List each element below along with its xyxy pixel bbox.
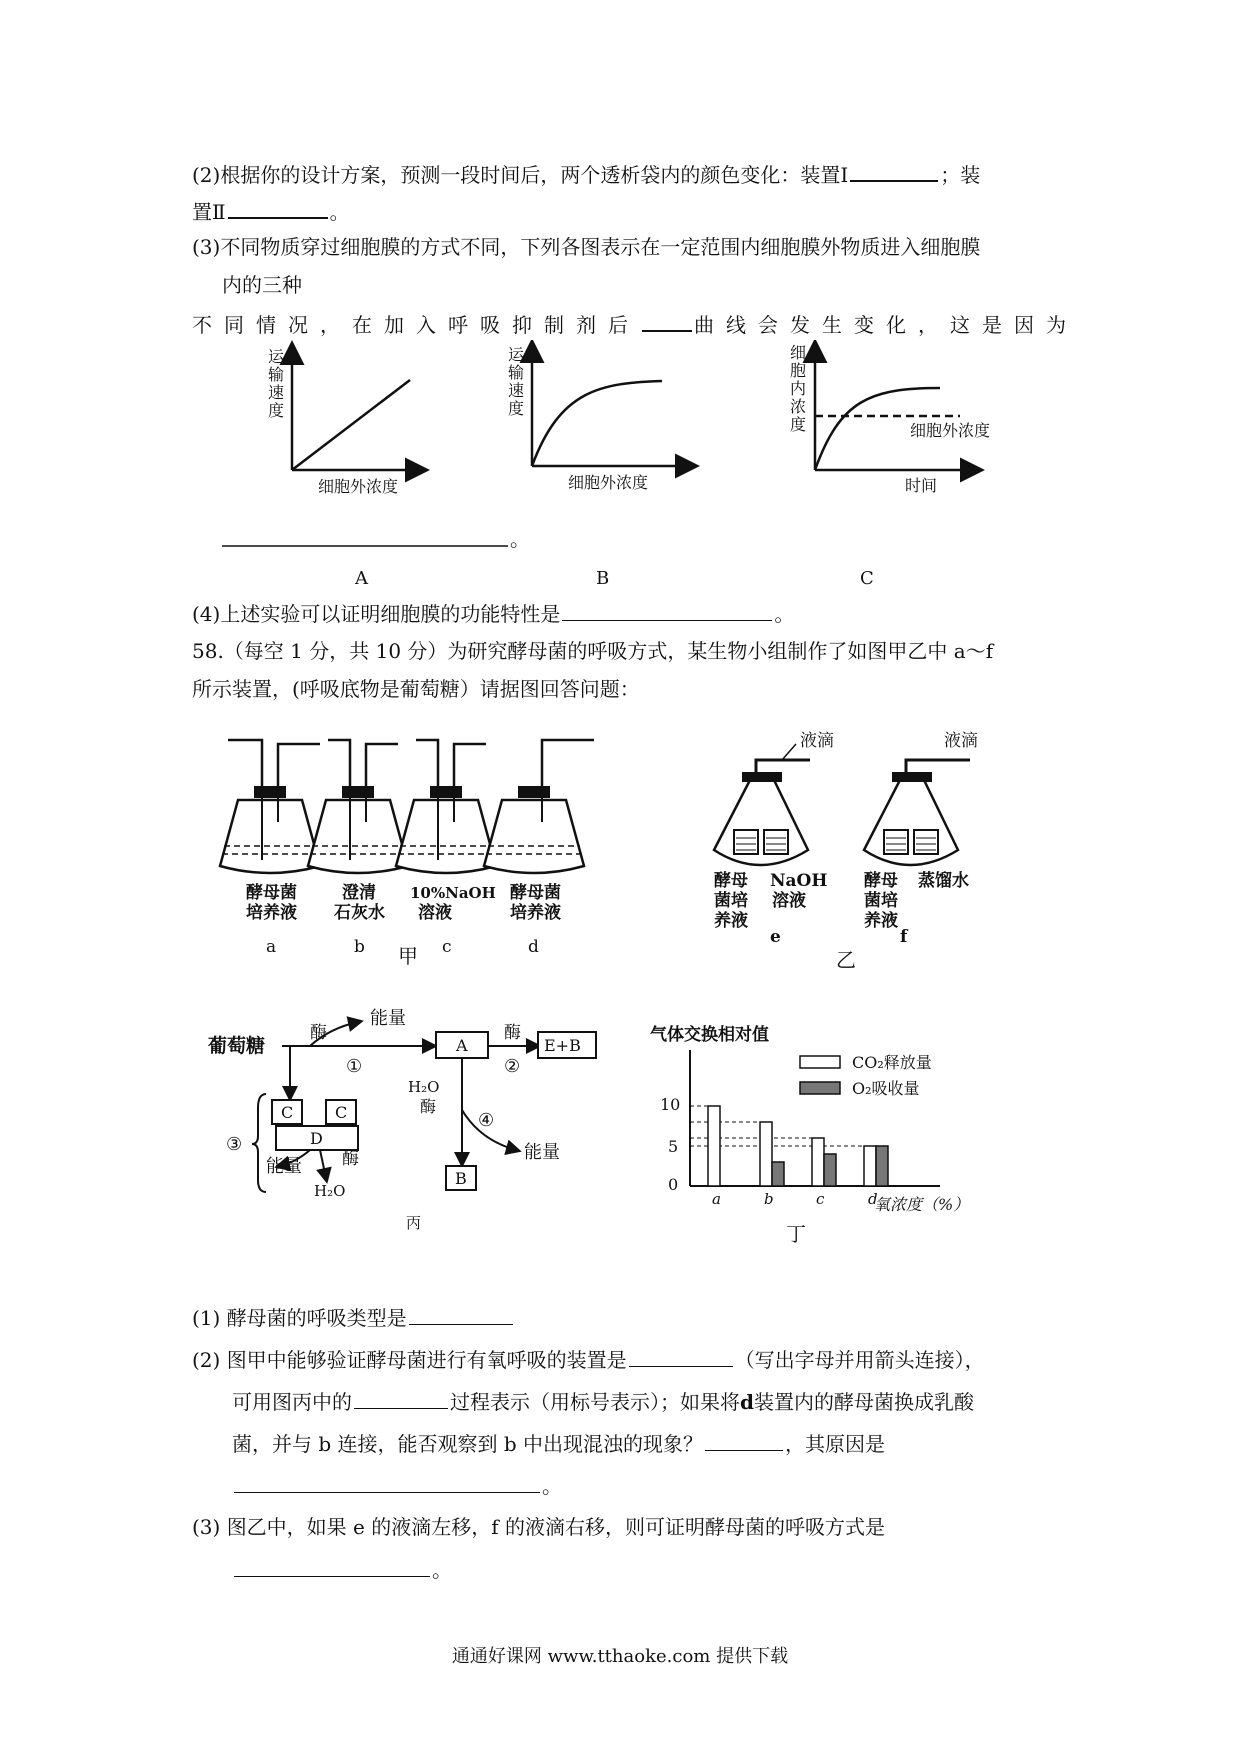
glucose-label: 葡萄糖: [208, 1035, 266, 1057]
answer-blank-aerobic-device[interactable]: [629, 1346, 733, 1367]
legend-o2-swatch: [800, 1082, 840, 1094]
flask-f-letter: f: [900, 927, 908, 947]
ding-ytick-0: 0: [668, 1175, 679, 1194]
ding-bar-d-co2: [864, 1146, 876, 1186]
flask-c: [396, 740, 496, 873]
answer-blank-curve[interactable]: [642, 310, 692, 332]
box-c-1-label: C: [281, 1103, 294, 1122]
step-3-label: ③: [226, 1134, 243, 1155]
step-4-label: ④: [478, 1110, 495, 1131]
flask-e-left-1: 酵母: [714, 871, 748, 891]
q57-part4: (4)上述实验可以证明细胞膜的功能特性是 。: [192, 602, 795, 626]
graph-c-ylabel-2: 胞: [790, 361, 807, 380]
energy-label-2: 能量: [524, 1142, 560, 1163]
graph-b-caption: B: [596, 568, 610, 589]
flask-c-label-1: 10%NaOH: [410, 884, 496, 902]
graph-a-ylabel-1: 运: [268, 347, 285, 366]
flask-d: [484, 740, 594, 873]
legend-o2-label: O₂吸收量: [852, 1079, 920, 1098]
q57-part3-line3: 不同情况，在加入呼吸抑制剂后 曲线会发生变化，这是因为: [192, 310, 1078, 338]
q57-part2-line1: (2)根据你的设计方案，预测一段时间后，两个透析袋内的颜色变化：装置Ⅰ ；装: [192, 160, 980, 188]
flask-e-letter: e: [770, 927, 781, 947]
q58-intro-line2: 所示装置，(呼吸底物是葡萄糖）请据图回答问题：: [192, 677, 640, 701]
flask-b: [308, 740, 408, 873]
flask-c-letter: c: [442, 937, 452, 957]
answer-blank-membrane-property[interactable]: [562, 600, 772, 621]
figure-jia: [210, 730, 650, 970]
graph-a-ylabel-4: 度: [268, 401, 285, 420]
answer-blank-turbid[interactable]: [705, 1430, 783, 1451]
ding-bars: [690, 1106, 888, 1208]
flask-e-right-1: NaOH: [770, 871, 828, 891]
ding-category-label: b: [764, 1190, 774, 1208]
graph-c-dashed-label: 细胞外浓度: [910, 421, 991, 440]
enzyme-label-4: 酶: [342, 1149, 359, 1169]
figure-yi: [700, 730, 1000, 960]
q58-part2-line4: 。: [232, 1472, 562, 1499]
flask-d-label-2: 培养液: [510, 903, 561, 923]
box-a-label: A: [456, 1036, 468, 1055]
energy-label-1: 能量: [370, 1008, 406, 1029]
enzyme-label-1: 酶: [310, 1023, 327, 1043]
box-d-label: D: [310, 1129, 323, 1148]
graph-c-ylabel-3: 内: [790, 379, 807, 398]
flask-f-left-3: 养液: [864, 911, 898, 931]
answer-blank-lactic-reason[interactable]: [234, 1472, 540, 1493]
flask-d-letter: d: [528, 937, 539, 957]
ding-bar-b-o2: [772, 1162, 784, 1186]
flask-d-label-1: 酵母菌: [510, 883, 561, 903]
flask-a-letter: a: [266, 937, 277, 957]
graph-c-caption: C: [860, 568, 874, 589]
flask-f-left-2: 菌培: [864, 891, 898, 911]
graph-c-ylabel-1: 细: [790, 343, 807, 362]
graph-b-xlabel: 细胞外浓度: [568, 473, 649, 492]
enzyme-label-3: 酶: [420, 1097, 437, 1116]
graph-b-ylabel-4: 度: [508, 399, 525, 418]
energy-label-3: 能量: [266, 1156, 302, 1177]
ding-category-label: c: [816, 1190, 825, 1208]
h2o-label-2: H₂O: [314, 1182, 346, 1200]
droplet-label-e: 液滴: [800, 731, 834, 751]
ding-bar-d-o2: [876, 1146, 888, 1186]
q58-intro-line1: 58.（每空 1 分，共 10 分）为研究酵母菌的呼吸方式，某生物小组制作了如图甲乙中 a～f: [192, 639, 994, 663]
flask-f: [864, 760, 970, 865]
reason-period: 。: [510, 527, 530, 551]
flask-a-label-2: 培养液: [246, 903, 297, 923]
h2o-label-1: H₂O: [408, 1078, 440, 1096]
ding-bar-a-co2: [708, 1106, 720, 1186]
figure-bing-caption: 丙: [406, 1214, 422, 1230]
figure-ding-chart: [640, 1020, 1060, 1240]
flask-c-label-2: 溶液: [418, 903, 452, 923]
graph-b: [508, 345, 690, 492]
flask-e-left-2: 菌培: [714, 891, 748, 911]
graph-a-ylabel-2: 输: [268, 365, 285, 384]
q58-part2-line3: 菌，并与 b 连接，能否观察到 b 中出现混浊的现象？ ，其原因是: [232, 1432, 886, 1456]
q57-part3-line1: (3)不同物质穿过细胞膜的方式不同，下列各图表示在一定范围内细胞膜外物质进入细胞膜: [192, 235, 981, 259]
graph-c-ylabel-4: 浓: [790, 397, 807, 416]
flask-f-right-1: 蒸馏水: [918, 871, 969, 891]
flask-b-label-1: 澄清: [342, 883, 376, 903]
q58-part3-line1: (3) 图乙中，如果 e 的液滴左移，f 的液滴右移，则可证明酵母菌的呼吸方式是: [192, 1515, 885, 1539]
transport-graphs: [0, 340, 1240, 640]
figure-jia-caption: 甲: [398, 944, 418, 968]
ding-xlabel: 氧浓度（%）: [874, 1195, 970, 1214]
ding-category-label: a: [712, 1190, 721, 1208]
flask-e: [714, 744, 810, 865]
step-1-label: ①: [346, 1056, 363, 1077]
graph-b-curve: [532, 381, 662, 466]
legend-co2-swatch: [800, 1056, 840, 1068]
graph-a-line: [292, 380, 410, 470]
ding-bar-c-co2: [812, 1138, 824, 1186]
box-eb-label: E+B: [544, 1036, 581, 1055]
page-footer: 通通好课网 www.tthaoke.com 提供下载: [451, 1646, 789, 1667]
q57-part3-line2: 内的三种: [222, 273, 302, 297]
ding-bar-c-o2: [824, 1154, 836, 1186]
box-b-label: B: [455, 1169, 467, 1188]
answer-blank-respiration-mode[interactable]: [234, 1556, 430, 1577]
graph-c-xlabel: 时间: [905, 476, 938, 495]
flask-a-label-1: 酵母菌: [246, 883, 297, 903]
answer-blank-respiration-type[interactable]: [409, 1304, 513, 1325]
figure-bing: [200, 1000, 620, 1230]
ding-bar-b-co2: [760, 1122, 772, 1186]
figure-yi-caption: 乙: [836, 948, 856, 972]
legend-co2-label: CO₂释放量: [852, 1053, 932, 1072]
flask-f-left-1: 酵母: [864, 871, 898, 891]
ding-ytick-5: 5: [668, 1137, 679, 1156]
graph-c: [790, 343, 990, 495]
answer-blank-device-2[interactable]: [228, 197, 328, 219]
graph-a: [268, 347, 420, 496]
graph-b-ylabel-3: 速: [508, 381, 525, 400]
box-c-2-label: C: [335, 1103, 348, 1122]
ding-ylabel: 气体交换相对值: [650, 1025, 769, 1045]
flask-a: [220, 740, 320, 873]
graph-b-ylabel-2: 输: [508, 363, 525, 382]
flask-b-letter: b: [354, 937, 365, 957]
step-2-label: ②: [504, 1056, 521, 1077]
graph-a-ylabel-3: 速: [268, 383, 285, 402]
flask-b-label-2: 石灰水: [334, 903, 385, 923]
q58-part1: (1) 酵母菌的呼吸类型是: [192, 1304, 515, 1331]
graph-b-ylabel-1: 运: [508, 345, 525, 364]
graph-a-caption: A: [355, 568, 368, 589]
graph-a-xlabel: 细胞外浓度: [318, 477, 399, 496]
enzyme-label-2: 酶: [504, 1023, 521, 1043]
q58-part2-line1: (2) 图甲中能够验证酵母菌进行有氧呼吸的装置是 （写出字母并用箭头连接），: [192, 1348, 985, 1372]
q58-part2-line2: 可用图丙中的 过程表示（用标号表示）；如果将d装置内的酵母菌换成乳酸: [232, 1390, 974, 1414]
ding-ytick-10: 10: [660, 1095, 681, 1114]
flask-e-right-2: 溶液: [772, 891, 806, 911]
graph-c-ylabel-5: 度: [790, 415, 807, 434]
answer-blank-device-1[interactable]: [850, 160, 938, 182]
answer-blank-process[interactable]: [354, 1388, 448, 1409]
droplet-label-f: 液滴: [944, 731, 978, 751]
q58-part3-line2: 。: [232, 1556, 452, 1583]
flask-e-left-3: 养液: [714, 911, 748, 931]
ding-category-label: d: [868, 1190, 878, 1208]
figure-ding-caption: 丁: [786, 1222, 806, 1246]
q57-part2-line2: 置Ⅱ 。: [192, 197, 350, 225]
